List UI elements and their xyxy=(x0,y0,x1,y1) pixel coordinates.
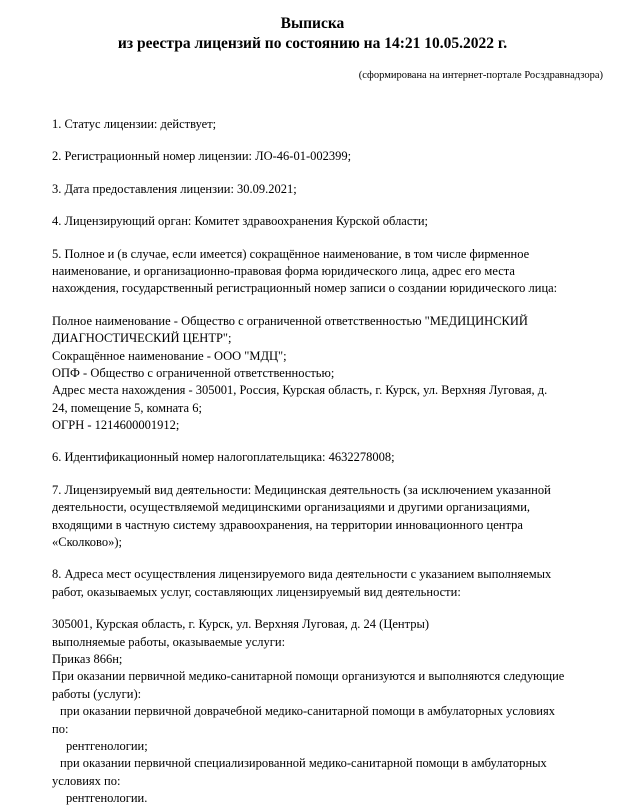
inn: 6. Идентификационный номер налогоплательщика: 4632278008; xyxy=(52,450,395,465)
full-name-cont: ДИАГНОСТИЧЕСКИЙ ЦЕНТР"; xyxy=(52,331,232,346)
prehospital-care-cont: по: xyxy=(52,721,69,736)
names-heading xyxy=(52,246,608,298)
legal-address: Адрес места нахождения - 305001, Россия, Курская область, г. Курск, ул. Верхняя Луговая, д. xyxy=(52,383,548,398)
prehospital-care: при оказании первичной доврачебной медико-санитарной помощи в амбулаторных условиях xyxy=(60,704,555,719)
issue-date: 3. Дата предоставления лицензии: 30.09.2021; xyxy=(52,181,297,196)
license-status: 1. Статус лицензии: действует; xyxy=(52,117,217,131)
primary-care-heading-cont: работы (услуги): xyxy=(52,686,142,701)
text-line: нахождения, государственный регистрационный номер записи о создании юридического лица: xyxy=(52,281,558,296)
addresses-heading xyxy=(52,566,608,601)
text-line: наименование, и организационно-правовая форма юридического лица, адрес его места xyxy=(52,263,515,278)
short-name: Сокращённое наименование - ООО "МДЦ"; xyxy=(52,348,287,363)
text-line: 7. Лицензируемый вид деятельности: Медицинская деятельность (за исключением указанной xyxy=(52,482,551,497)
location-address: 305001, Курская область, г. Курск, ул. Верхняя Луговая, д. 24 (Центры) xyxy=(52,617,430,632)
primary-care-heading: При оказании первичной медико-санитарной помощи организуются и выполняются следующие xyxy=(52,669,565,684)
full-name: Полное наименование - Общество с ограниченной ответственностью "МЕДИЦИНСКИЙ xyxy=(52,313,528,328)
document-body xyxy=(52,116,608,808)
document-subtitle: из реестра лицензий по состоянию на 14:21 10.05.2022 г. xyxy=(117,35,508,52)
ogrn: ОГРН - 1214600001912; xyxy=(52,418,180,433)
generated-note: (сформирована на интернет-портале Росздравнадзора) xyxy=(358,70,603,81)
text-line: 5. Полное и (в случае, если имеется) сокращённое наименование, в том числе фирменное xyxy=(52,246,530,261)
text-line: 8. Адреса мест осуществления лицензируемого вида деятельности с указанием выполняемых xyxy=(52,567,552,582)
licensing-authority: 4. Лицензирующий орган: Комитет здравоохранения Курской области; xyxy=(52,214,429,229)
service-radiology: рентгенологии. xyxy=(66,791,148,806)
document-title: Выписка xyxy=(280,15,345,32)
organization-details xyxy=(52,313,608,435)
specialized-care-cont: условиях по: xyxy=(52,773,121,788)
text-line: «Сколково»); xyxy=(52,535,122,550)
text-line: работ, оказываемых услуг, составляющих лицензируемый вид деятельности: xyxy=(52,584,461,599)
text-line: входящими в частную систему здравоохранения, на территории инновационного центра xyxy=(52,517,523,532)
legal-address-cont: 24, помещение 5, комната 6; xyxy=(52,400,202,415)
legal-form: ОПФ - Общество с ограниченной ответственностью; xyxy=(52,365,335,380)
service-radiology: рентгенологии; xyxy=(66,738,148,753)
services-label: выполняемые работы, оказываемые услуги: xyxy=(52,634,286,649)
registration-number: 2. Регистрационный номер лицензии: ЛО-46-01-002399; xyxy=(52,149,352,164)
activity-location xyxy=(52,616,608,807)
licensed-activity xyxy=(52,482,608,552)
text-line: деятельности, осуществляемой медицинскими организациями и другими организациями, xyxy=(52,500,531,515)
specialized-care: при оказании первичной специализированной медико-санитарной помощи в амбулаторных xyxy=(60,756,547,771)
order-reference: Приказ 866н; xyxy=(52,651,123,666)
